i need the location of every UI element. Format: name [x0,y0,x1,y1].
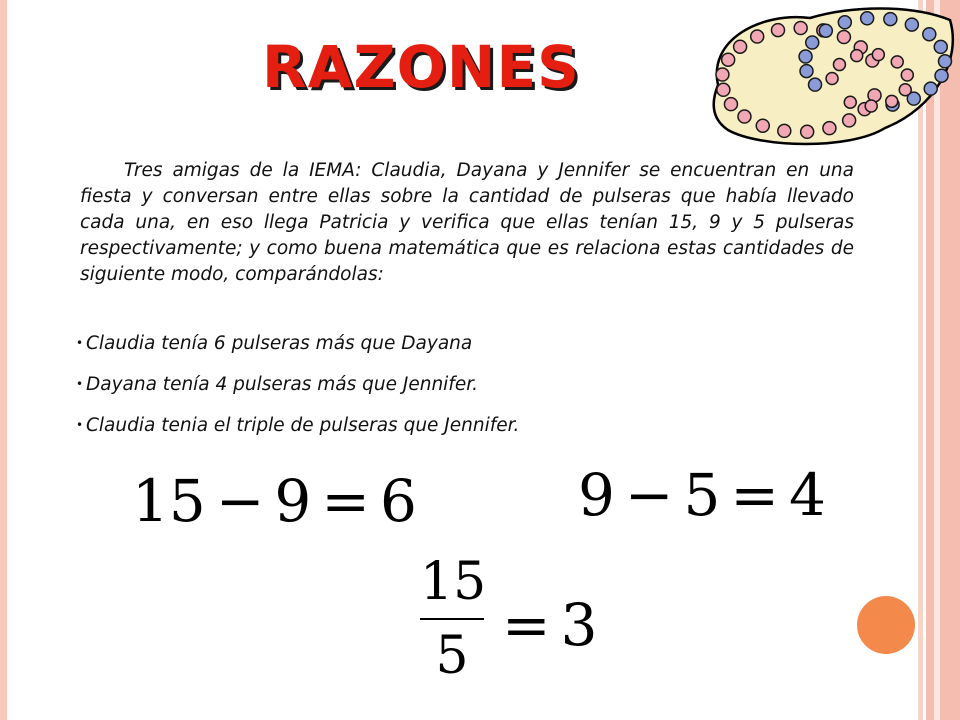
equation-term: 15 [132,467,206,535]
bead-shape [899,84,911,96]
equation-result: 3 [560,591,598,659]
bead-shape [809,78,822,91]
bead-shape [717,83,730,96]
fraction-result [492,591,598,659]
bracelet-beads-icon [700,0,960,150]
bead-shape [934,40,947,53]
bead-shape [886,95,898,107]
bead-shape [843,114,856,127]
bead-shape [938,55,951,68]
bead-shape [851,50,863,62]
bead-shape [806,36,819,49]
bead-shape [872,49,884,61]
bullet-dot-icon: • [76,377,84,391]
slide-title: RAZONES [262,33,580,101]
equation-result: 6 [379,467,417,535]
equation-equals: = [730,461,780,529]
list-item [76,371,519,412]
bead-shape [778,124,791,137]
bead-shape [722,53,735,66]
bead-shape [837,31,850,44]
bead-shape [891,56,903,68]
fraction-bar [420,618,484,620]
bullet-dot-icon: • [76,336,84,350]
problem-paragraph: Tres amigas de la IEMA: Claudia, Dayana y Jennifer se encuentran en una fiesta y conversan entre ellas sobre la cantidad de pulseras que había llevado cada una, en eso llega Patricia y verifica que ellas tenían 15, 9 y 5 pulseras respectivamente; y como buena matemática que es relaciona estas cantidades de siguiente modo, comparándolas: [80,160,854,285]
list-item-text: Claudia tenía 6 pulseras más que Dayana [86,333,473,354]
comparison-list [76,330,519,453]
bead-shape [751,30,764,43]
bead-shape [716,68,729,81]
equation-result: 4 [789,461,826,529]
bead-shape [823,122,836,135]
bead-shape [923,28,936,41]
list-item [76,330,519,371]
bead-shape [838,16,851,29]
equation-subtraction-2 [578,461,826,529]
bead-shape [865,100,877,112]
bead-shape [724,98,737,111]
equation-equals: = [502,591,551,659]
equation-term: 5 [683,461,721,529]
fraction-denominator: 5 [435,626,469,686]
bead-shape [738,110,751,123]
list-item-text: Claudia tenia el triple de pulseras que Jennifer. [86,415,520,436]
equation-term: 9 [274,467,312,535]
list-item [76,412,519,453]
equation-operator: − [624,461,674,529]
equation-term: 9 [578,461,615,529]
bead-shape [794,22,807,35]
bead-shape [905,18,918,31]
bead-shape [771,24,784,37]
bead-shape [734,40,747,53]
bead-shape [801,125,814,138]
bead-shape [756,119,769,132]
bead-shape [826,72,838,84]
list-item-text: Dayana tenía 4 pulseras más que Jennifer. [86,374,478,395]
left-border-rule [0,0,7,720]
equation-equals: = [321,467,370,535]
bead-shape [884,13,897,26]
bead-shape [861,12,874,25]
orange-circle-decoration [857,596,915,654]
bead-shape [800,65,813,78]
bullet-dot-icon: • [76,418,84,432]
equation-subtraction-1 [132,467,417,535]
bead-shape [799,50,812,63]
bead-shape [833,59,845,71]
bead-shape [844,96,856,108]
equation-operator: − [215,467,265,535]
bead-shape [819,24,832,37]
bead-shape [935,69,948,82]
bead-shape [924,82,937,95]
fraction-numerator: 15 [420,552,487,612]
bead-shape [901,69,913,81]
